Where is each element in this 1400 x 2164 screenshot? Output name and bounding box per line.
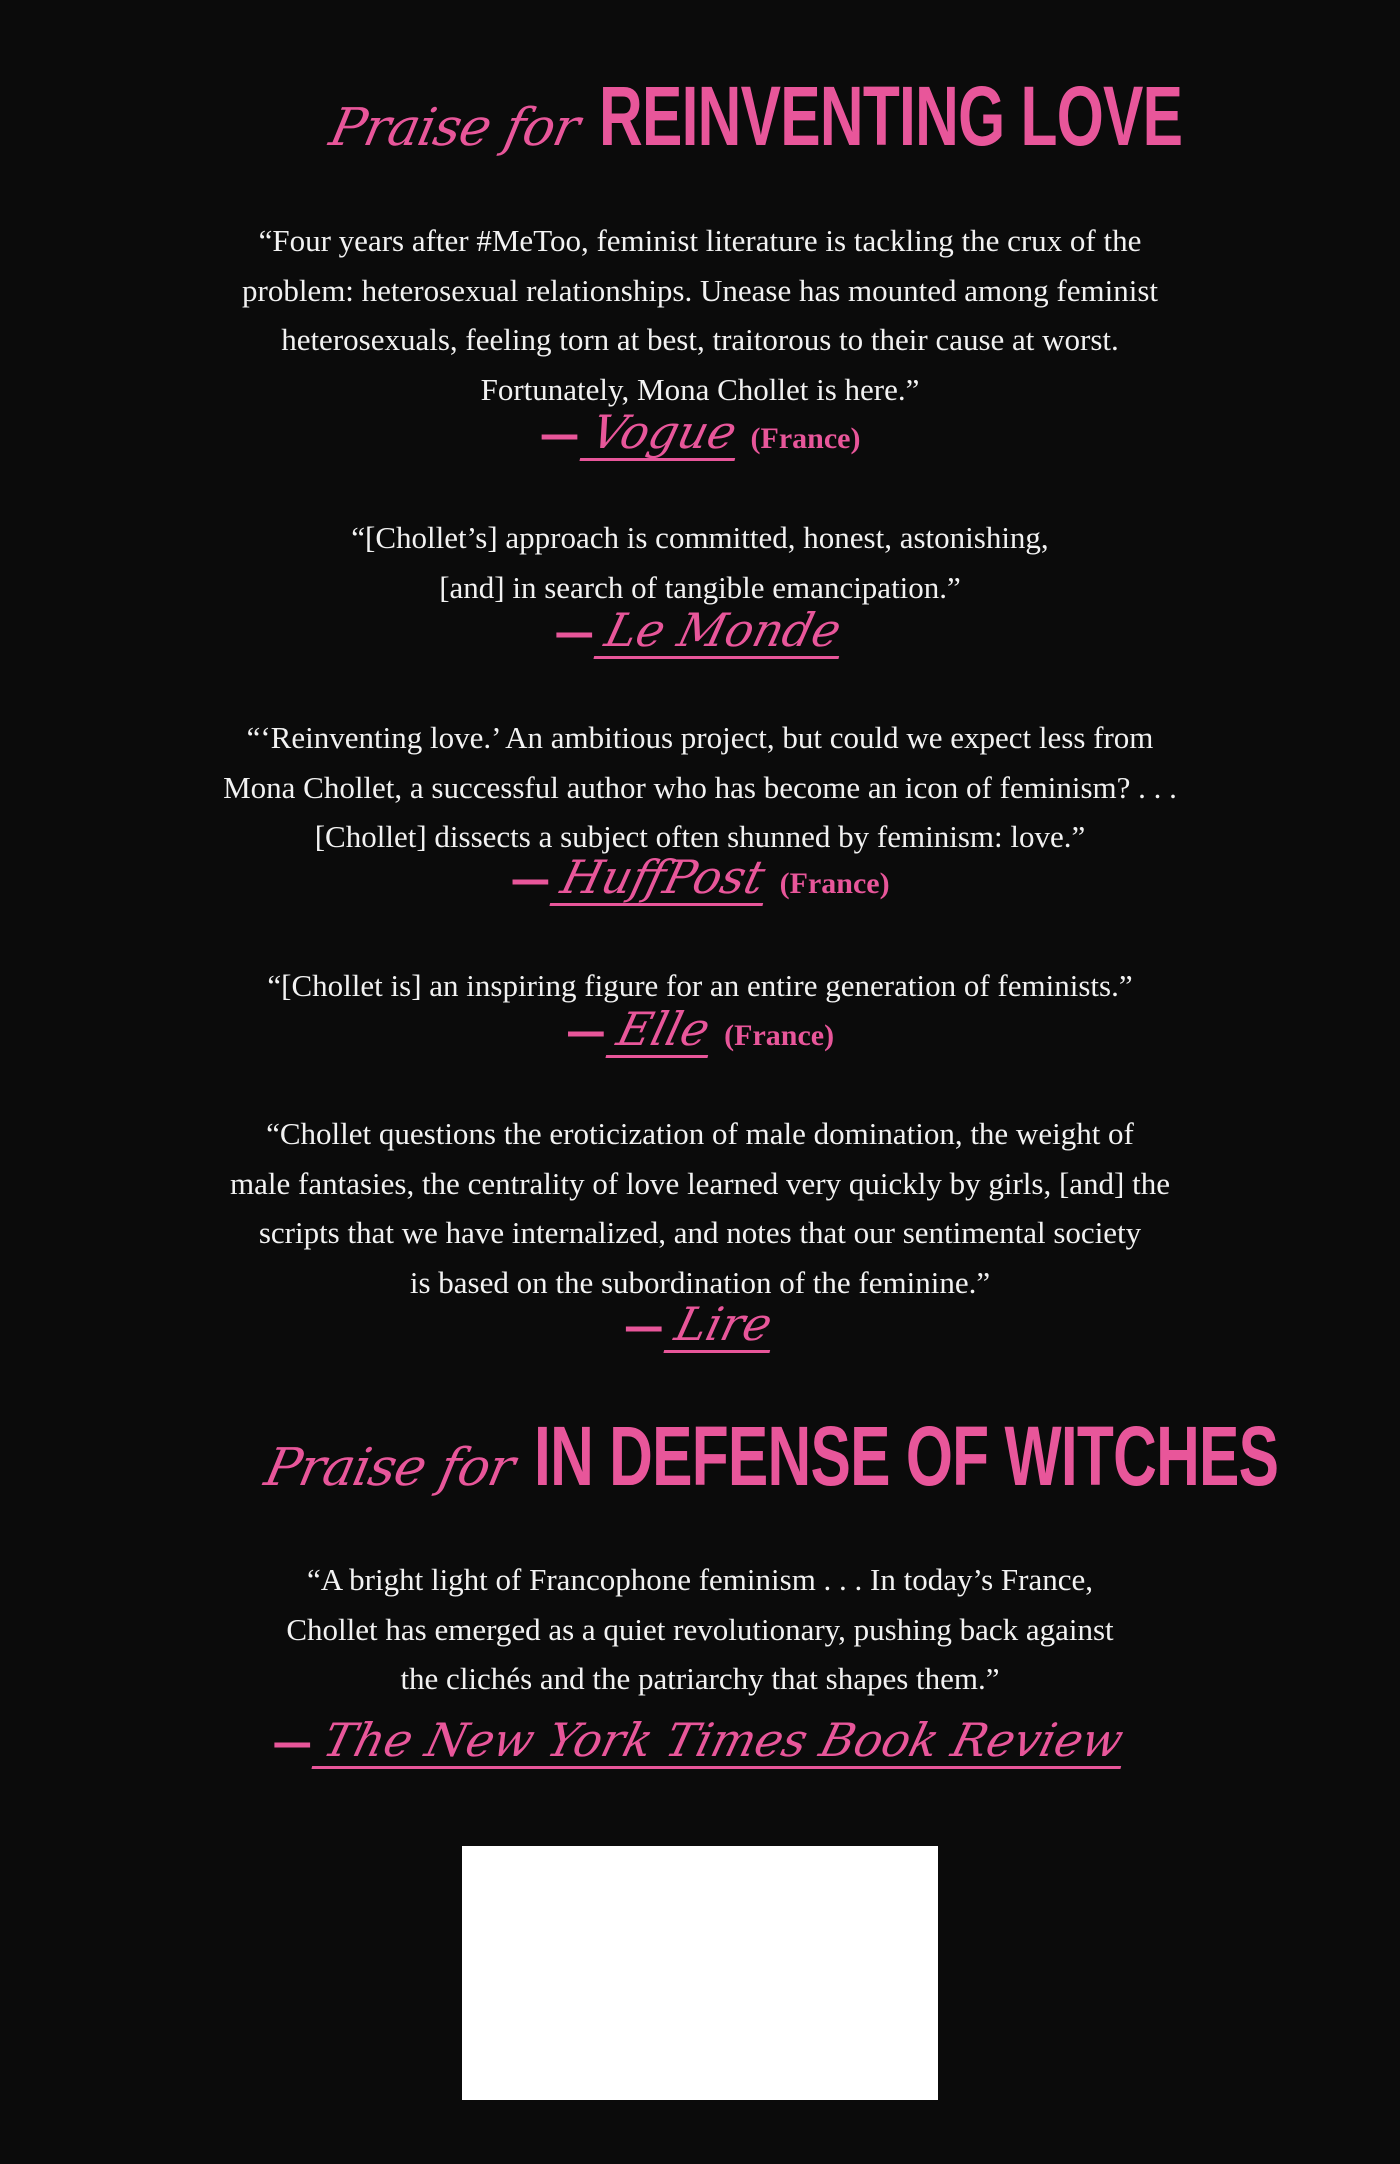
- quote-le-monde: [0, 513, 1400, 612]
- praise-for-label: Praise for: [324, 98, 584, 158]
- book-title: IN DEFENSE OF WITCHES: [534, 1409, 1279, 1503]
- source-country: (France): [779, 867, 890, 900]
- quote-huffpost: [0, 713, 1400, 862]
- quote-line: scripts that we have internalized, and notes that our sentimental society: [258, 1215, 1142, 1250]
- book-title: REINVENTING LOVE: [599, 69, 1183, 163]
- quote-vogue: [0, 216, 1400, 414]
- attribution-dash: —: [565, 1009, 606, 1055]
- attribution-elle: [0, 1002, 1400, 1058]
- quote-line: “Four years after #MeToo, feminist literature is tackling the crux of the: [258, 223, 1142, 258]
- attribution-dash: —: [272, 1720, 313, 1766]
- quote-line: heterosexuals, feeling torn at best, traitorous to their cause at worst.: [281, 322, 1119, 357]
- quote-line: “[Chollet’s] approach is committed, honest, astonishing,: [351, 520, 1049, 555]
- source-signature: Le Monde: [594, 606, 853, 659]
- source-country: (France): [724, 1019, 835, 1052]
- source-country: (France): [750, 422, 861, 455]
- attribution-dash: —: [554, 610, 595, 656]
- source-signature: The New York Times Book Review: [312, 1716, 1135, 1769]
- barcode-area: [462, 1846, 938, 2100]
- quote-line: Mona Chollet, a successful author who has become an icon of feminism? . . .: [223, 769, 1177, 805]
- attribution-dash: —: [539, 412, 580, 458]
- quote-line: “‘Reinventing love.’ An ambitious project, but could we expect less from: [246, 720, 1154, 755]
- attribution-lire: [0, 1297, 1400, 1353]
- quote-line: “A bright light of Francophone feminism . . . In today’s France,: [306, 1562, 1094, 1597]
- praise-for-label: Praise for: [259, 1438, 519, 1498]
- quote-line: problem: heterosexual relationships. Unease has mounted among feminist: [242, 272, 1158, 308]
- quote-line: “Chollet questions the eroticization of male domination, the weight of: [266, 1116, 1134, 1151]
- source-signature: Vogue: [579, 408, 747, 461]
- quote-line: Chollet has emerged as a quiet revolutionary, pushing back against: [286, 1611, 1114, 1647]
- source-signature: HuffPost: [550, 853, 777, 906]
- quote-line: Fortunately, Mona Chollet is here.”: [480, 371, 920, 407]
- quote-line: “[Chollet is] an inspiring figure for an entire generation of feminists.”: [267, 968, 1133, 1003]
- attribution-dash: —: [623, 1304, 664, 1350]
- quote-line: is based on the subordination of the feminine.”: [409, 1264, 991, 1300]
- attribution-dash: —: [510, 857, 551, 903]
- attribution-le-monde: [0, 603, 1400, 659]
- quote-line: the clichés and the patriarchy that shapes them.”: [400, 1661, 1000, 1696]
- quote-line: male fantasies, the centrality of love learned very quickly by girls, [and] the: [230, 1165, 1170, 1201]
- attribution-huffpost: [0, 850, 1400, 906]
- section-heading-reinventing-love: [0, 68, 1400, 165]
- quote-line: [and] in search of tangible emancipation.”: [439, 569, 961, 605]
- quote-line: [Chollet] dissects a subject often shunned by feminism: love.”: [314, 819, 1086, 854]
- attribution-vogue: [0, 405, 1400, 461]
- attribution-nyt-book-review: [0, 1713, 1400, 1769]
- quote-nyt-book-review: [0, 1555, 1400, 1704]
- source-signature: Lire: [663, 1300, 783, 1353]
- source-signature: Elle: [605, 1005, 721, 1058]
- quote-lire: [0, 1109, 1400, 1307]
- section-heading-in-defense-of-witches: [0, 1408, 1400, 1505]
